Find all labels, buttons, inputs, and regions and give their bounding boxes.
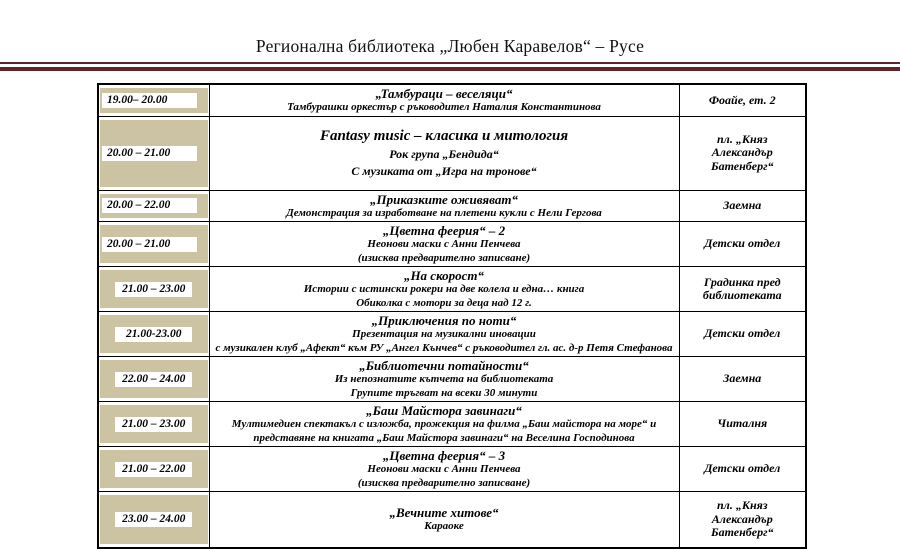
time-label: 21.00 – 23.00 (115, 282, 192, 297)
event-detail: Рок група „Бендида“ (389, 146, 499, 161)
time-cell (98, 447, 209, 492)
schedule-table (97, 83, 807, 549)
time-label: 19.00– 20.00 (102, 93, 197, 108)
table-row (98, 116, 806, 190)
time-cell (98, 402, 209, 447)
time-label: 21.00 – 22.00 (115, 462, 192, 477)
title-divider (0, 62, 900, 71)
time-cell-fill (100, 225, 208, 263)
event-title: „Баш Майстора завинаги“ (366, 403, 522, 418)
time-cell-fill (100, 88, 208, 113)
event-cell (209, 116, 679, 190)
time-label: 20.00 – 21.00 (102, 237, 197, 252)
location-cell: пл. „Княз Александър Батенберг“ (679, 492, 806, 548)
event-title: „Приказките оживяват“ (370, 191, 518, 207)
event-title: „Цветна феерия“ – 2 (382, 223, 506, 238)
location-cell: Заемна (679, 357, 806, 402)
event-cell (209, 402, 679, 447)
event-detail: Истории с истински рокери на две колела и една… книга (303, 283, 585, 295)
event-detail: Неонови маски с Анни Пенчева (367, 238, 521, 250)
event-detail: Неонови маски с Анни Пенчева (367, 463, 521, 475)
event-detail: (изисква предварително записване) (357, 476, 531, 489)
time-cell (98, 267, 209, 312)
time-cell-fill (100, 450, 208, 488)
event-detail: Презентация на музикални иновации (352, 328, 536, 340)
time-label: 23.00 – 24.00 (115, 512, 192, 527)
time-cell (98, 492, 209, 548)
event-title: „Цветна феерия“ – 3 (382, 448, 506, 463)
event-detail: Тамбурашки оркестър с ръководител Наталия Константинова (287, 101, 601, 113)
event-title: „Библиотечни потайности“ (359, 358, 529, 373)
table-row (98, 312, 806, 357)
time-cell-fill (100, 360, 208, 398)
page-title: Регионална библиотека „Любен Каравелов“ – Русе (255, 36, 645, 56)
location-cell: Заемна (679, 190, 806, 222)
time-cell (98, 116, 209, 190)
event-title: „Приключения по ноти“ (371, 313, 517, 328)
event-detail: (изисква предварително записване) (357, 251, 531, 264)
time-cell-fill (100, 495, 208, 544)
time-cell-fill (100, 315, 208, 353)
location-cell: Детски отдел (679, 222, 806, 267)
table-row (98, 222, 806, 267)
time-cell (98, 222, 209, 267)
time-label: 22.00 – 24.00 (115, 372, 192, 387)
event-cell (209, 190, 679, 222)
time-label: 20.00 – 21.00 (102, 146, 197, 161)
event-detail: с музикален клуб „Афект“ към РУ „Ангел Кънчев“ с ръководител гл. ас. д-р Петя Стефанова (215, 341, 673, 354)
table-row (98, 267, 806, 312)
time-cell-fill (100, 194, 208, 219)
event-cell (209, 357, 679, 402)
event-detail: Караоке (424, 520, 464, 532)
time-label: 21.00 – 23.00 (115, 417, 192, 432)
event-cell (209, 447, 679, 492)
event-cell (209, 267, 679, 312)
location-cell: Детски отдел (679, 447, 806, 492)
event-detail: Из непознатите кътчета на библиотеката (334, 373, 554, 385)
time-label: 21.00-23.00 (115, 327, 192, 342)
schedule-table-body (98, 84, 806, 548)
table-row (98, 84, 806, 116)
time-cell-fill (100, 405, 208, 443)
location-cell: Читалня (679, 402, 806, 447)
location-cell: пл. „Княз Александър Батенберг“ (679, 116, 806, 190)
event-title: „На скорост“ (403, 268, 485, 283)
table-row (98, 357, 806, 402)
location-cell: Градинка пред библиотеката (679, 267, 806, 312)
event-cell (209, 492, 679, 548)
time-label: 20.00 – 22.00 (102, 198, 197, 213)
event-title: „Вечните хитове“ (389, 505, 499, 520)
table-row (98, 447, 806, 492)
event-cell (209, 222, 679, 267)
event-cell (209, 312, 679, 357)
table-row (98, 190, 806, 222)
event-detail: Обиколка с мотори за деца над 12 г. (356, 296, 532, 309)
event-detail: Групите тръгват на всеки 30 минути (350, 386, 538, 399)
location-cell: Детски отдел (679, 312, 806, 357)
table-row (98, 402, 806, 447)
table-row (98, 492, 806, 548)
event-detail: Демонстрация за изработване на плетени кукли с Нели Гергова (286, 206, 602, 219)
time-cell (98, 312, 209, 357)
time-cell (98, 357, 209, 402)
event-detail: Мултимедиен спектакъл с изложба, прожекция на филма „Баш майстора на море“ и представяне на книгата „Баш Майстора завинаги“ на Веселина Господинова (231, 418, 657, 444)
location-cell: Фоайе, ет. 2 (679, 84, 806, 116)
event-title: Fantasy music – класика и митология (319, 127, 569, 144)
time-cell-fill (100, 270, 208, 308)
time-cell (98, 84, 209, 116)
event-detail: С музиката от „Игра на тронове“ (351, 163, 537, 178)
time-cell-fill (100, 120, 208, 187)
time-cell (98, 190, 209, 222)
event-cell (209, 84, 679, 116)
event-title: „Тамбураци – веселяци“ (375, 86, 513, 101)
